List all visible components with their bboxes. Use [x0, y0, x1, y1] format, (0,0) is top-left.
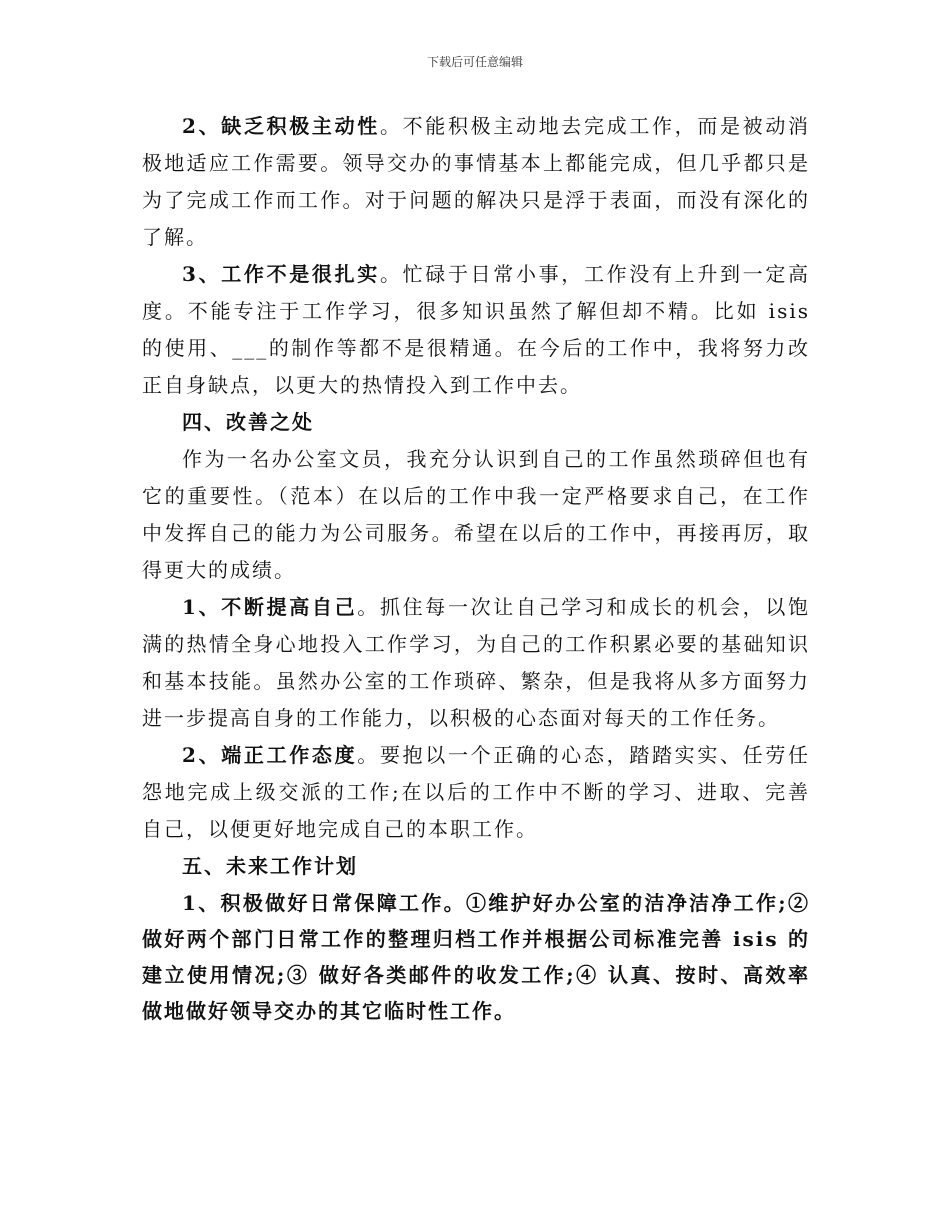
- paragraph-lead: 3、工作不是很扎实: [182, 262, 380, 286]
- paragraph-improve-self: [142, 589, 810, 737]
- paragraph-lead: 2、端正工作态度: [182, 743, 358, 767]
- paragraph-daily-support: 1、积极做好日常保障工作。①维护好办公室的洁净洁净工作;②做好两个部门日常工作的整理归档工作并根据公司标准完善 isis 的建立使用情况;③ 做好各类邮件的收发工作;④ 认真、按时、高效率做地做好领导交办的其它临时性工作。: [142, 891, 810, 1023]
- section-heading-future-plan: 五、未来工作计划: [182, 854, 358, 878]
- page-header-note: 下载后可任意编辑: [426, 55, 523, 69]
- paragraph-office-clerk: 作为一名办公室文员，我充分认识到自己的工作虽然琐碎但也有它的重要性。（范本）在以后的工作中我一定严格要求自己，在工作中发挥自己的能力为公司服务。希望在以后的工作中，再接再厉，取得更大的成绩。: [142, 447, 810, 582]
- paragraph-lead: 2、缺乏积极主动性: [182, 114, 380, 138]
- paragraph-lead: 1、不断提高自己: [182, 595, 358, 619]
- paragraph-text: 。抓住每一次让自己学习和成长的机会，以饱满的热情全身心地投入工作学习，为自己的工作积累必要的基础知识和基本技能。虽然办公室的工作琐碎、繁杂，但是我将从多方面努力进一步提高自身的工作能力，以积极的心态面对每天的工作任务。: [142, 595, 811, 730]
- paragraph-not-solid: [142, 256, 810, 404]
- paragraph-correct-attitude: [142, 737, 810, 848]
- paragraph-text: 。不能积极主动地去完成工作，而是被动消极地适应工作需要。领导交办的事情基本上都能完成，但几乎都只是为了完成工作而工作。对于问题的解决只是浮于表面，而没有深化的了解。: [142, 114, 811, 249]
- section-heading-improvements: 四、改善之处: [182, 410, 314, 434]
- paragraph-text: 。忙碌于日常小事，工作没有上升到一定高度。不能专注于工作学习，很多知识虽然了解但却不精。比如 isis 的使用、___的制作等都不是很精通。在今后的工作中，我将努力改正自身缺点，以更大的热情投入到工作中去。: [142, 262, 811, 397]
- paragraph-text: 。要抱以一个正确的心态，踏踏实实、任劳任怨地完成上级交派的工作;在以后的工作中不断的学习、进取、完善自己，以便更好地完成自己的本职工作。: [142, 743, 811, 841]
- paragraph-lack-initiative: [142, 108, 810, 256]
- document-body: [142, 108, 810, 1029]
